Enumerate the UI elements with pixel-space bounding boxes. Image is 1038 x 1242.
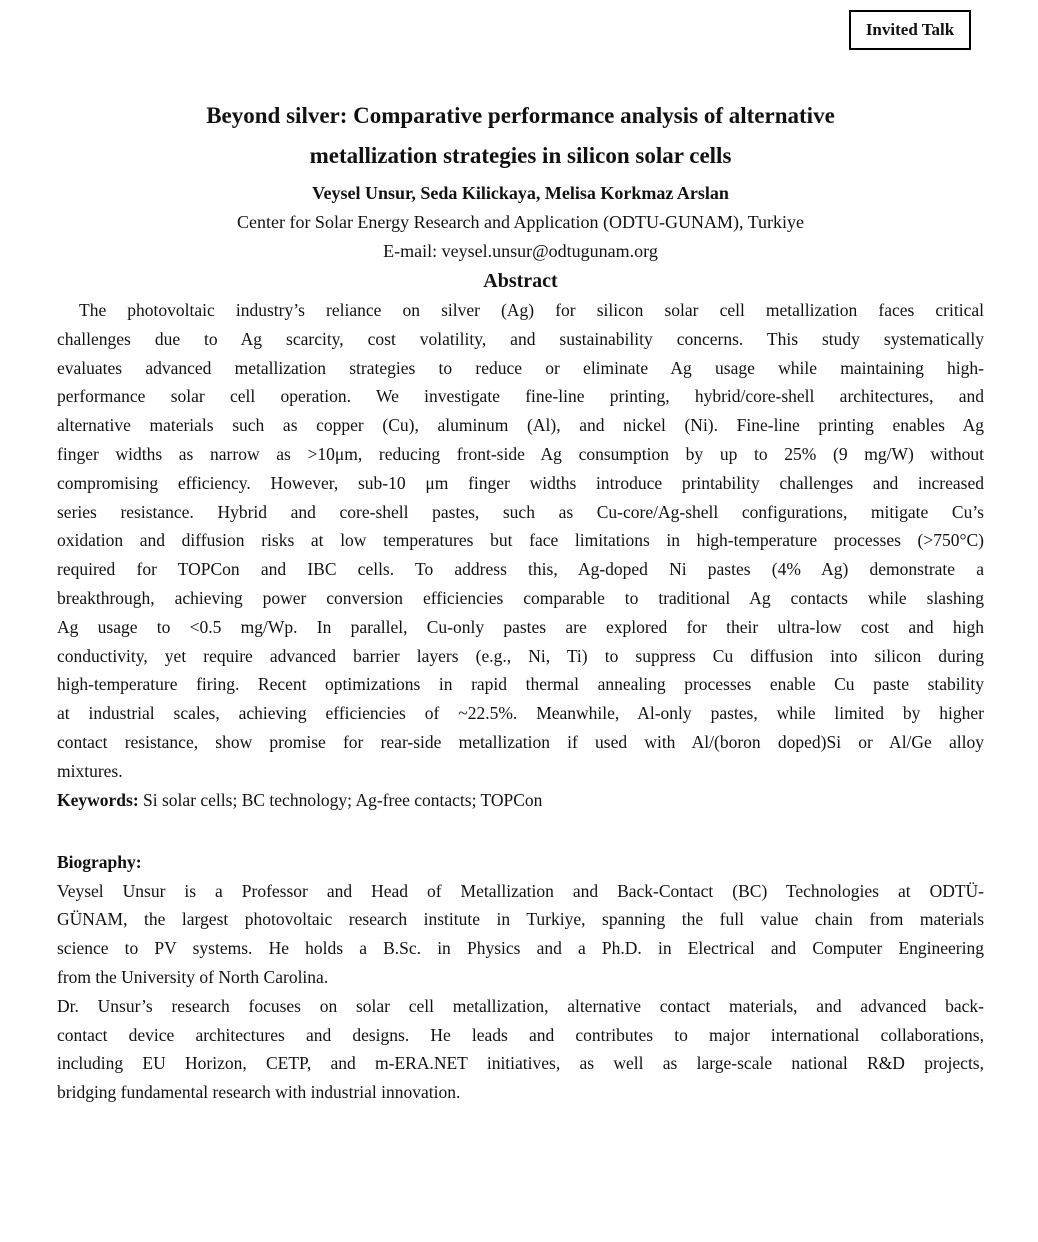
- affiliation-line: Center for Solar Energy Research and Application (ODTU-GUNAM), Turkiye: [236, 212, 805, 232]
- text-line: challenges due to Ag scarcity, cost volatility, and sustainability concerns. This study systematically: [57, 328, 984, 349]
- keywords-line: [57, 786, 984, 815]
- text-line: alternative materials such as copper (Cu), aluminum (Al), and nickel (Ni). Fine-line printing enables Ag: [57, 415, 984, 436]
- text-line: high-temperature firing. Recent optimizations in rapid thermal annealing processes enable Cu paste stability: [57, 674, 984, 695]
- text-line: Dr. Unsur’s research focuses on solar cell metallization, alternative contact materials, and advanced back-: [57, 995, 984, 1016]
- text-line: conductivity, yet require advanced barrier layers (e.g., Ni, Ti) to suppress Cu diffusion into silicon during: [57, 645, 984, 666]
- text-line: required for TOPCon and IBC cells. To address this, Ag-doped Ni pastes (4% Ag) demonstrate a: [57, 559, 984, 580]
- text-line: Ag usage to <0.5 mg/Wp. In parallel, Cu-only pastes are explored for their ultra-low cost and high: [57, 616, 984, 637]
- text-line: GÜNAM, the largest photovoltaic research institute in Turkiye, spanning the full value chain from materials: [57, 909, 984, 930]
- keywords-label: Keywords:: [57, 789, 139, 810]
- text-line: science to PV systems. He holds a B.Sc. in Physics and a Ph.D. in Electrical and Computer Engineering: [57, 938, 984, 959]
- text-line: mixtures.: [57, 760, 123, 781]
- text-line: evaluates advanced metallization strategies to reduce or eliminate Ag usage while maintaining high-: [57, 357, 984, 378]
- keywords-text: Si solar cells; BC technology; Ag-free contacts; TOPCon: [138, 789, 543, 810]
- invited-talk-badge-label: Invited Talk: [865, 20, 955, 39]
- text-line: Veysel Unsur is a Professor and Head of Metallization and Back-Contact (BC) Technologies at ODTÜ-: [57, 880, 984, 901]
- text-line: compromising efficiency. However, sub-10 μm finger widths introduce printability challenges and increased: [57, 472, 984, 493]
- text-line: oxidation and diffusion risks at low temperatures but face limitations in high-temperature processes (>750°C): [57, 530, 984, 551]
- text-line: breakthrough, achieving power conversion efficiencies comparable to traditional Ag contacts while slashing: [57, 587, 984, 608]
- paper-title-line-1: Beyond silver: Comparative performance analysis of alternative: [206, 103, 835, 128]
- biography-paragraph-1: [57, 877, 984, 992]
- text-line: from the University of North Carolina.: [57, 966, 329, 987]
- abstract-heading: Abstract: [483, 270, 558, 292]
- text-line: bridging fundamental research with industrial innovation.: [57, 1082, 461, 1103]
- paper-title-line-2: metallization strategies in silicon solar cells: [309, 143, 732, 168]
- abstract-body: [57, 296, 984, 786]
- text-line: finger widths as narrow as >10μm, reducing front-side Ag consumption by up to 25% (9 mg/W) without: [57, 443, 984, 464]
- authors-line: Veysel Unsur, Seda Kilickaya, Melisa Korkmaz Arslan: [312, 183, 729, 203]
- text-line: series resistance. Hybrid and core-shell pastes, such as Cu-core/Ag-shell configurations, mitigate Cu’s: [57, 501, 984, 522]
- email-line: E-mail: veysel.unsur@odtugunam.org: [383, 241, 658, 261]
- paper-title: [57, 96, 984, 176]
- text-line: performance solar cell operation. We investigate fine-line printing, hybrid/core-shell architectures, and: [57, 386, 984, 407]
- invited-talk-badge: [849, 10, 971, 50]
- text-line: at industrial scales, achieving efficiencies of ~22.5%. Meanwhile, Al-only pastes, while limited by higher: [57, 703, 984, 724]
- page-content: [57, 96, 984, 1107]
- biography-paragraph-2: [57, 992, 984, 1107]
- text-line: The photovoltaic industry’s reliance on silver (Ag) for silicon solar cell metallization faces critical: [79, 300, 984, 320]
- text-line: contact device architectures and designs. He leads and contributes to major international collaborations,: [57, 1024, 984, 1045]
- text-line: including EU Horizon, CETP, and m-ERA.NET initiatives, as well as large-scale national R&D projects,: [57, 1053, 984, 1074]
- biography-heading: Biography:: [57, 851, 142, 872]
- text-line: contact resistance, show promise for rear-side metallization if used with Al/(boron doped)Si or Al/Ge alloy: [57, 731, 984, 752]
